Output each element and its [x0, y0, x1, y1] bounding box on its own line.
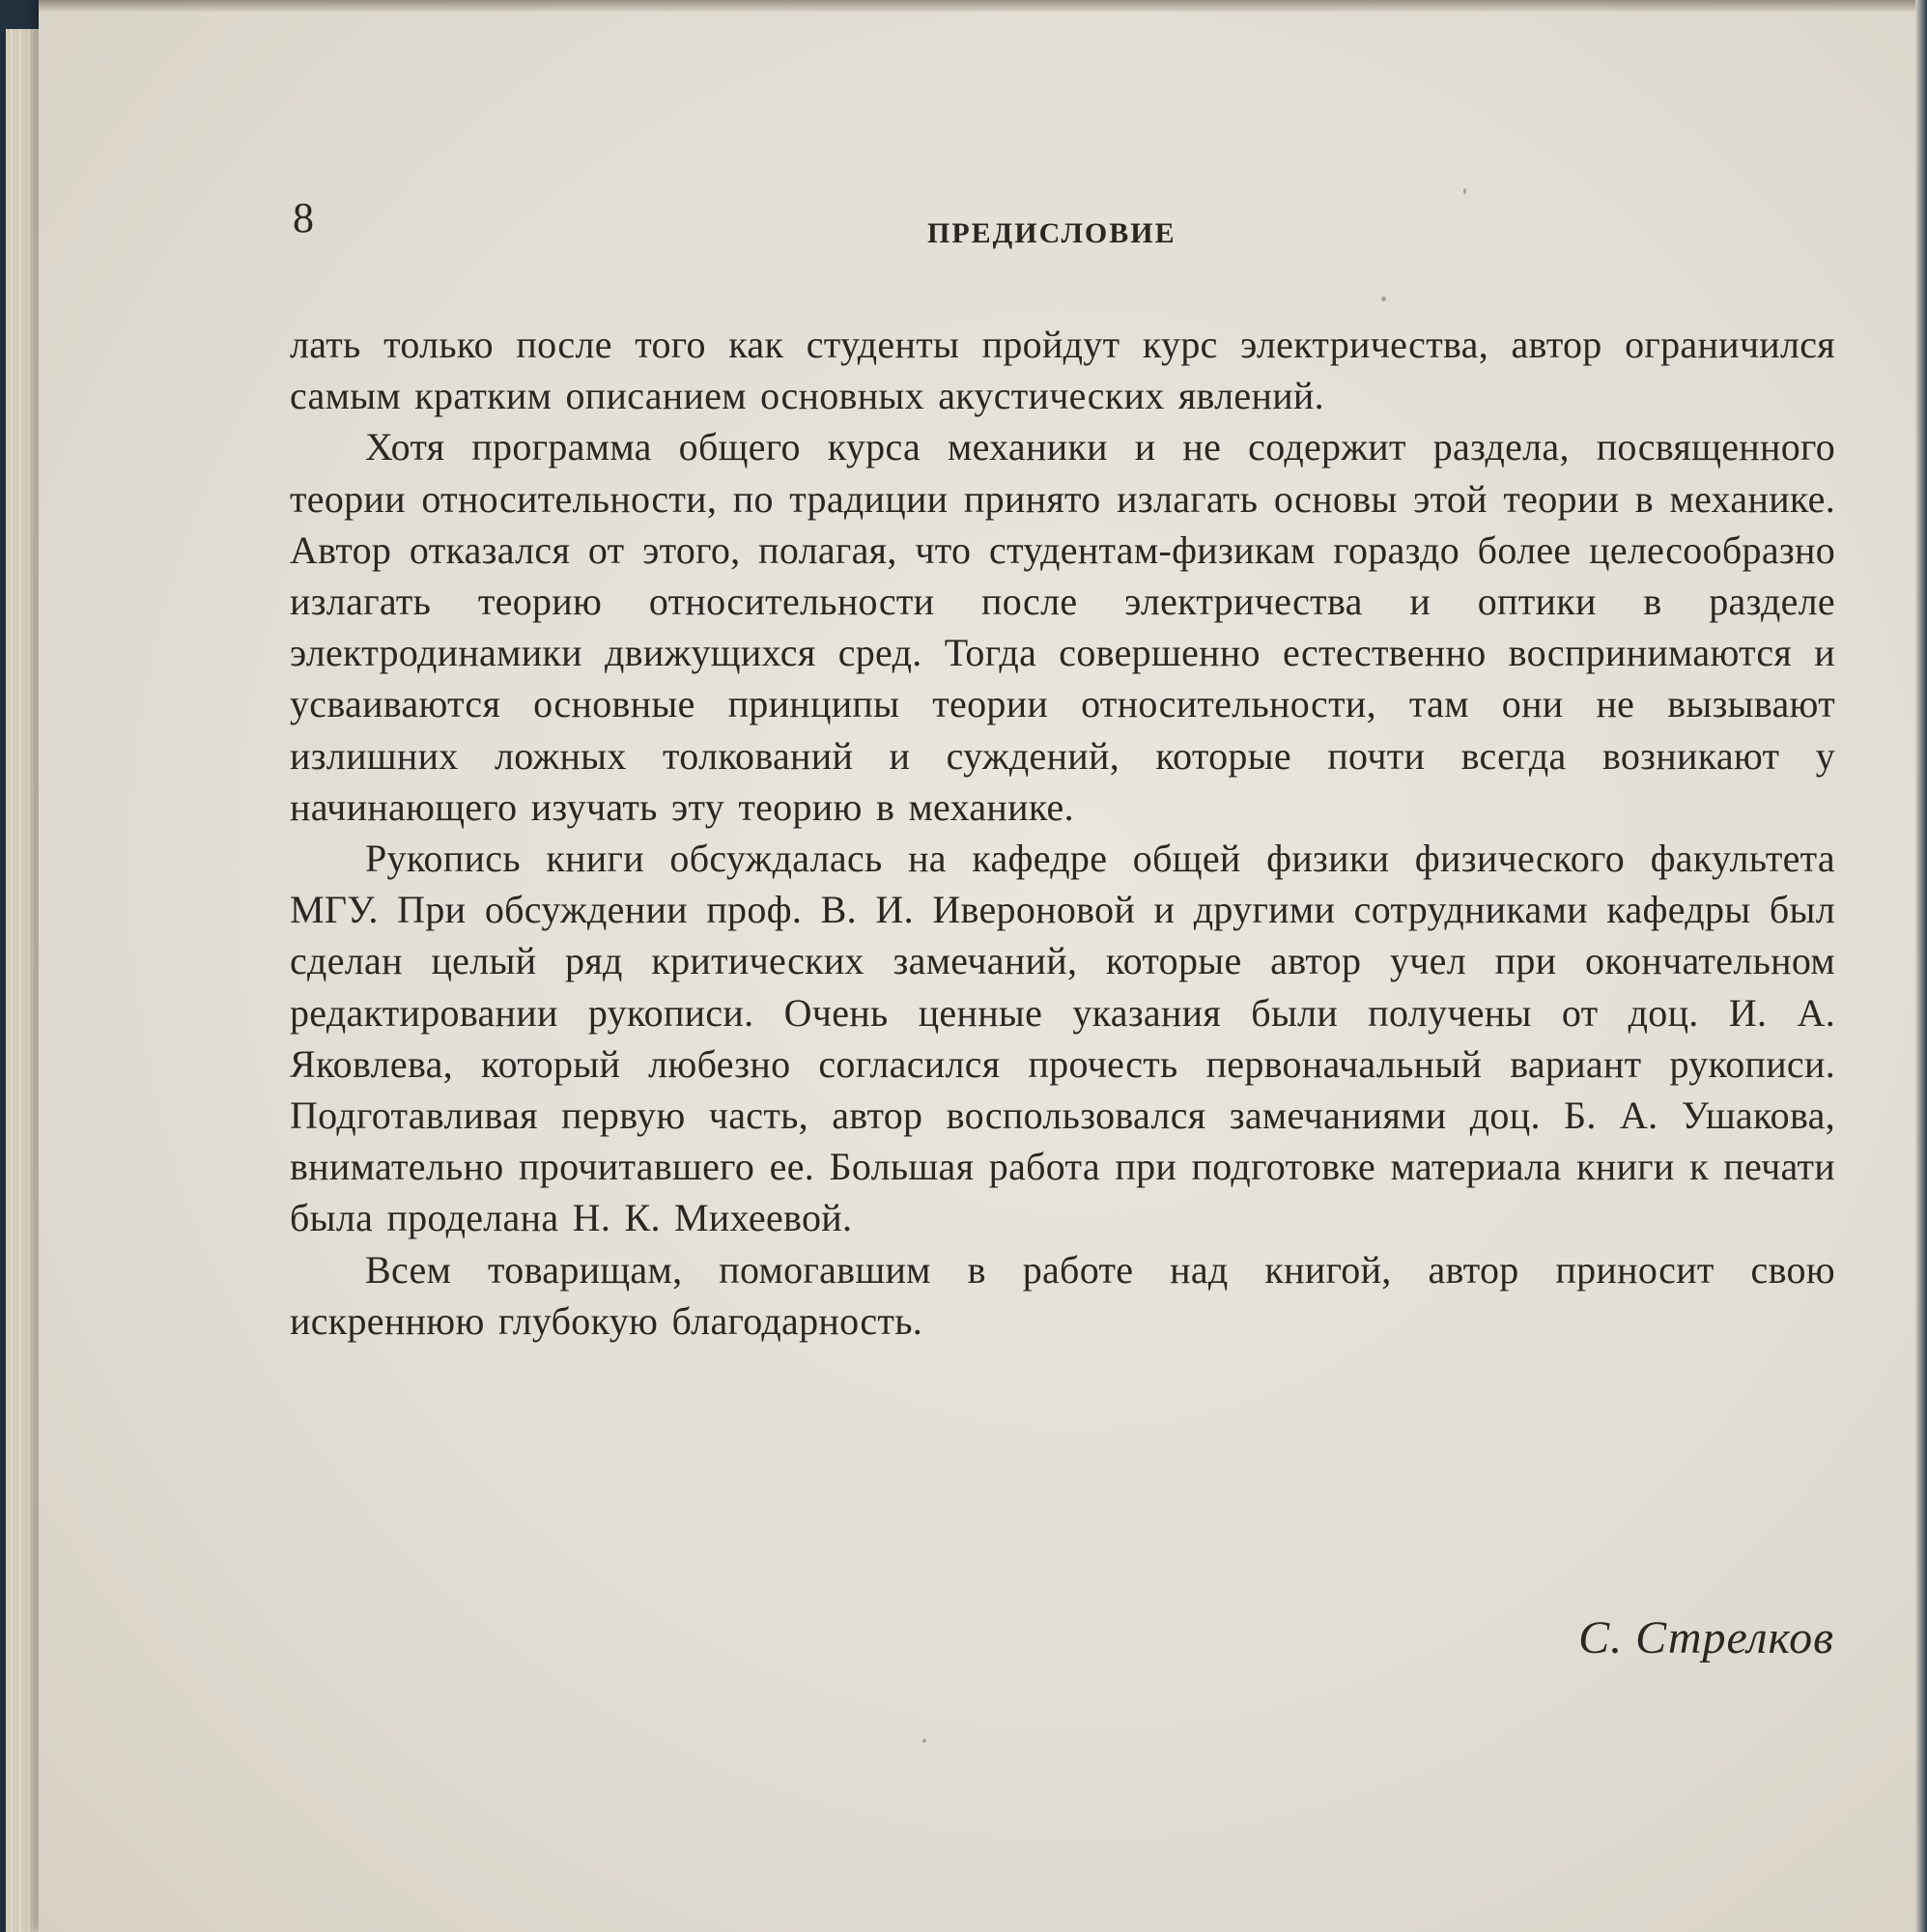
paper-speck — [922, 1739, 926, 1743]
page-top-shadow — [39, 0, 1927, 12]
page-right-edge — [1915, 0, 1927, 1932]
paragraph: Хотя программа общего курса механики и не содержит раздела, посвященного теории относительности, по традиции принято излагать основы этой теории в механике. Автор отказался от этого, полагая, что студентам-физикам гораздо более целесообразно излагать теорию относительности после электричества и оптики в разделе электродинамики движущихся сред. Тогда совершенно естественно воспринимаются и усваиваются основные принципы теории относительности, там они не вызывают излишних ложных толкований и суждений, которые почти всегда возникают у начинающего изучать эту теорию в механике. — [290, 425, 1835, 829]
author-signature: С. Стрелков — [1578, 1612, 1834, 1663]
paragraph: Всем товарищам, помогавшим в работе над книгой, автор приносит свою искреннюю глубокую благодарность. — [290, 1247, 1835, 1343]
paragraph: лать только после того как студенты пройдут курс электричества, автор ограничился самым кратким описанием основных акустических явлений. — [290, 323, 1835, 418]
paper-speck — [1463, 188, 1466, 194]
body-text — [290, 319, 1835, 1347]
running-title: ПРЕДИСЛОВИЕ — [927, 217, 1176, 249]
paragraph: Рукопись книги обсуждалась на кафедре общей физики физического факультета МГУ. При обсуждении проф. В. И. Иверoновой и другими сотрудниками кафедры был сделан целый ряд критических замечаний, которые автор учел при окончательном редактировании рукописи. Очень ценные указания были получены от доц. И. А. Яковлева, который любезно согласился прочесть первоначальный вариант рукописи. Подготавливая первую часть, автор воспользовался замечаниями доц. Б. А. Ушакова, внимательно прочитавшего ее. Большая работа при подготовке материала книги к печати была проделана Н. К. Михеевой. — [290, 837, 1835, 1240]
page-number: 8 — [293, 194, 314, 242]
paper-speck — [1381, 297, 1386, 301]
